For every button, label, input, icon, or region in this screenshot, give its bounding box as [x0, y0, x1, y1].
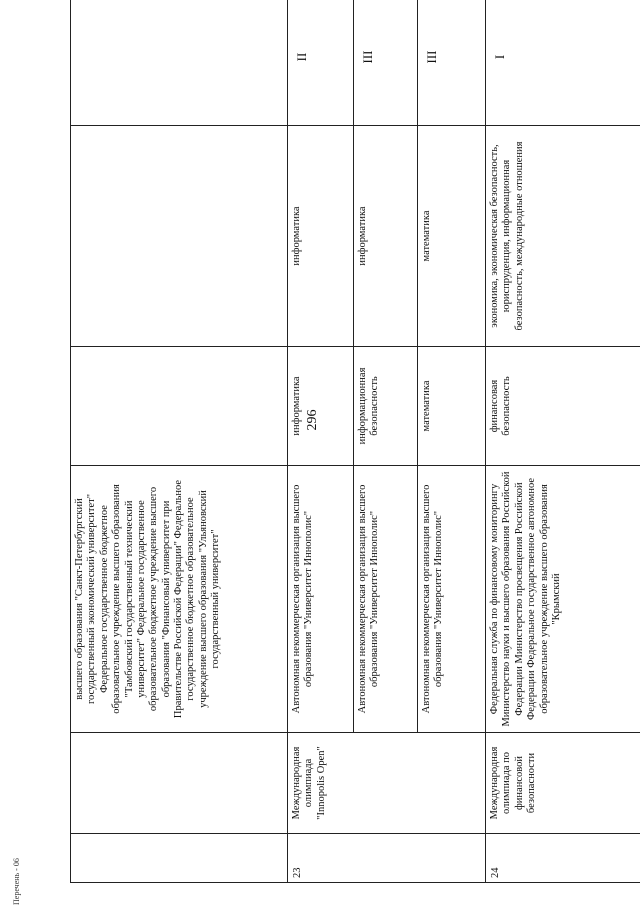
organizer-cell: Автономная некоммерческая организация высшего образования "Университет Иннополис"	[418, 466, 486, 733]
subject-cell	[71, 347, 288, 466]
footer-note: Перечень - 06	[12, 858, 21, 905]
field-cell: математика	[418, 126, 486, 347]
level-cell	[71, 0, 288, 126]
row-number-cell: 23	[288, 834, 486, 883]
olympiad-list-table	[70, 43, 605, 883]
organizer-cell	[71, 466, 288, 733]
field-cell	[71, 126, 288, 347]
organizer-cell: Федеральная служба по финансовому мониторингу Министерство науки и высшего образования Российской Федерации Министерство просвещения Российской Федерации Федеральное государственное автономное образовательное учреждение высшего образования "Крымский	[486, 466, 640, 733]
table-row	[71, 0, 288, 883]
level-cell: I	[486, 0, 640, 126]
field-cell: информатика	[354, 126, 418, 347]
olympiad-name-cell: Международная олимпиада "Innopolis Open"	[288, 733, 486, 834]
level-cell: III	[354, 0, 418, 126]
subject-cell: финансовая безопасность	[486, 347, 640, 466]
field-cell: экономика, экономическая безопасность, юриспруденция, информационная безопасность, международные отношения	[486, 126, 640, 347]
level-cell: II	[288, 0, 354, 126]
olympiad-name-cell: Международная олимпиада по финансовой безопасности	[486, 733, 640, 834]
organizer-cell: Автономная некоммерческая организация высшего образования "Университет Иннополис"	[288, 466, 354, 733]
row-number-cell	[71, 834, 288, 883]
page-number: 296	[305, 409, 320, 431]
level-cell: III	[418, 0, 486, 126]
subject-cell: информационная безопасность	[354, 347, 418, 466]
organizer-cell: Автономная некоммерческая организация высшего образования "Университет Иннополис"	[354, 466, 418, 733]
olympiad-name-cell	[71, 733, 288, 834]
organizer-text: высшего образования "Санкт-Петербургский государственный экономический университет" Федеральное государственное бюджетное образовательное учреждение высшего образования "Тамбовский государственный технический университет" Федеральное государственное образовательное бюджетное учреждение высшего образования "Финансовый университет при Правительстве Российской Федерации" Федеральное государственное бюджетное образовательное учреждение высшего образования "Ульяновский государственный университет"	[74, 479, 222, 719]
table-row	[486, 0, 640, 883]
table-row	[288, 0, 354, 883]
subject-cell: математика	[418, 347, 486, 466]
field-cell: информатика	[288, 126, 354, 347]
row-number-cell: 24	[486, 834, 640, 883]
subject-cell: информатика	[288, 347, 354, 466]
